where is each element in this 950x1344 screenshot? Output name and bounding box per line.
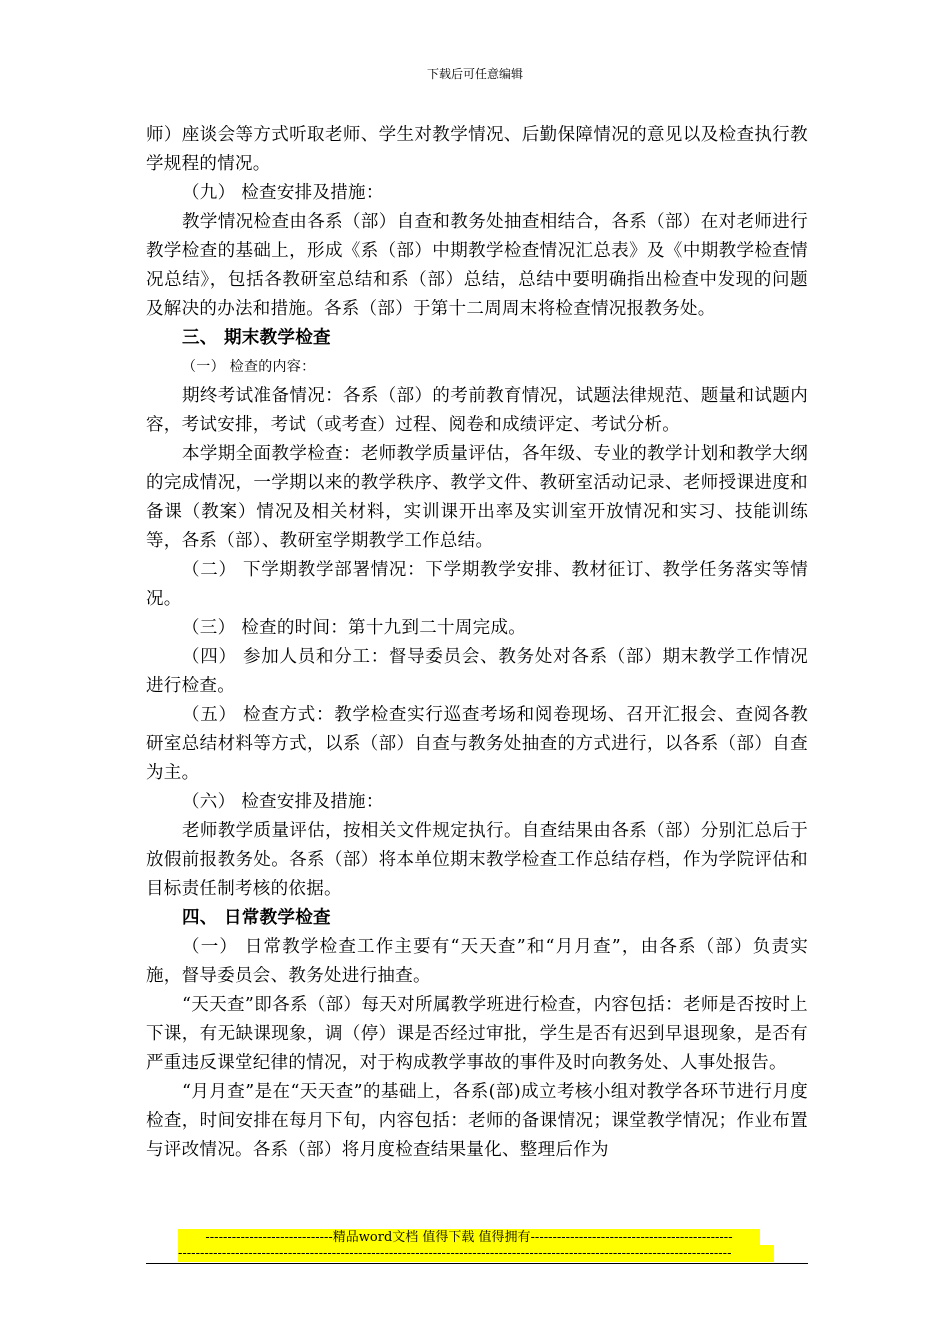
document-body xyxy=(146,121,808,1165)
paragraph: （二） 下学期教学部署情况：下学期教学安排、教材征订、教学任务落实等情况。 xyxy=(146,560,808,609)
paragraph: 老师教学质量评估，按相关文件规定执行。自查结果由各系（部）分别汇总后于放假前报教务处。各系（部）将本单位期末教学检查工作总结存档，作为学院评估和目标责任制考核的依据。 xyxy=(146,821,808,899)
paragraph: “天天查”即各系（部）每天对所属教学班进行检查，内容包括：老师是否按时上下课，有无缺课现象，调（停）课是否经过审批，学生是否有迟到早退现象，是否有严重违反课堂纪律的情况，对于构成教学事故的事件及时向教务处、人事处报告。 xyxy=(146,995,808,1073)
footer-divider xyxy=(146,1263,808,1264)
subheading: （六） 检查安排及措施： xyxy=(182,792,384,812)
footer-banner: -----------------------------精品word文档 值得下载 值得拥有---------------------------------------------- xyxy=(178,1229,760,1246)
paragraph: “月月查”是在“天天查”的基础上，各系(部)成立考核小组对教学各环节进行月度检查，时间安排在每月下旬，内容包括：老师的备课情况；课堂教学情况；作业布置与评改情况。各系（部）将月度检查结果量化、整理后作为 xyxy=(146,1082,808,1160)
paragraph: （三） 检查的时间：第十九到二十周完成。 xyxy=(182,618,527,638)
paragraph: （四） 参加人员和分工：督导委员会、教务处对各系（部）期末教学工作情况进行检查。 xyxy=(146,647,808,696)
paragraph: （一） 日常教学检查工作主要有“天天查”和“月月查”，由各系（部）负责实施，督导委员会、教务处进行抽查。 xyxy=(146,937,808,986)
section-heading: 三、 期末教学检查 xyxy=(182,328,331,348)
paragraph: 本学期全面教学检查：老师教学质量评估，各年级、专业的教学计划和教学大纲的完成情况，一学期以来的教学秩序、教学文件、教研室活动记录、老师授课进度和备课（教案）情况及相关材料，实训课开出率及实训室开放情况和实习、技能训练等，各系（部）、教研室学期教学工作总结。 xyxy=(146,444,808,551)
footer-dashes: ------------------------------------------------------------------------------------------------------------------------------ xyxy=(178,1245,774,1262)
subheading: （一） 检查的内容： xyxy=(182,359,316,375)
paragraph: （五） 检查方式：教学检查实行巡查考场和阅卷现场、召开汇报会、查阅各教研室总结材料等方式，以系（部）自查与教务处抽查的方式进行，以各系（部）自查为主。 xyxy=(146,705,808,783)
page-header: 下载后可任意编辑 xyxy=(426,67,523,81)
paragraph: 师）座谈会等方式听取老师、学生对教学情况、后勤保障情况的意见以及检查执行教学规程的情况。 xyxy=(146,125,808,174)
section-heading: 四、 日常教学检查 xyxy=(182,908,331,928)
subheading: （九） 检查安排及措施： xyxy=(182,183,384,203)
paragraph: 期终考试准备情况：各系（部）的考前教育情况，试题法律规范、题量和试题内容，考试安排，考试（或考查）过程、阅卷和成绩评定、考试分析。 xyxy=(146,386,808,435)
paragraph: 教学情况检查由各系（部）自查和教务处抽查相结合，各系（部）在对老师进行教学检查的基础上，形成《系（部）中期教学检查情况汇总表》及《中期教学检查情况总结》，包括各教研室总结和系（部）总结，总结中要明确指出检查中发现的问题及解决的办法和措施。各系（部）于第十二周周末将检查情况报教务处。 xyxy=(146,212,808,319)
